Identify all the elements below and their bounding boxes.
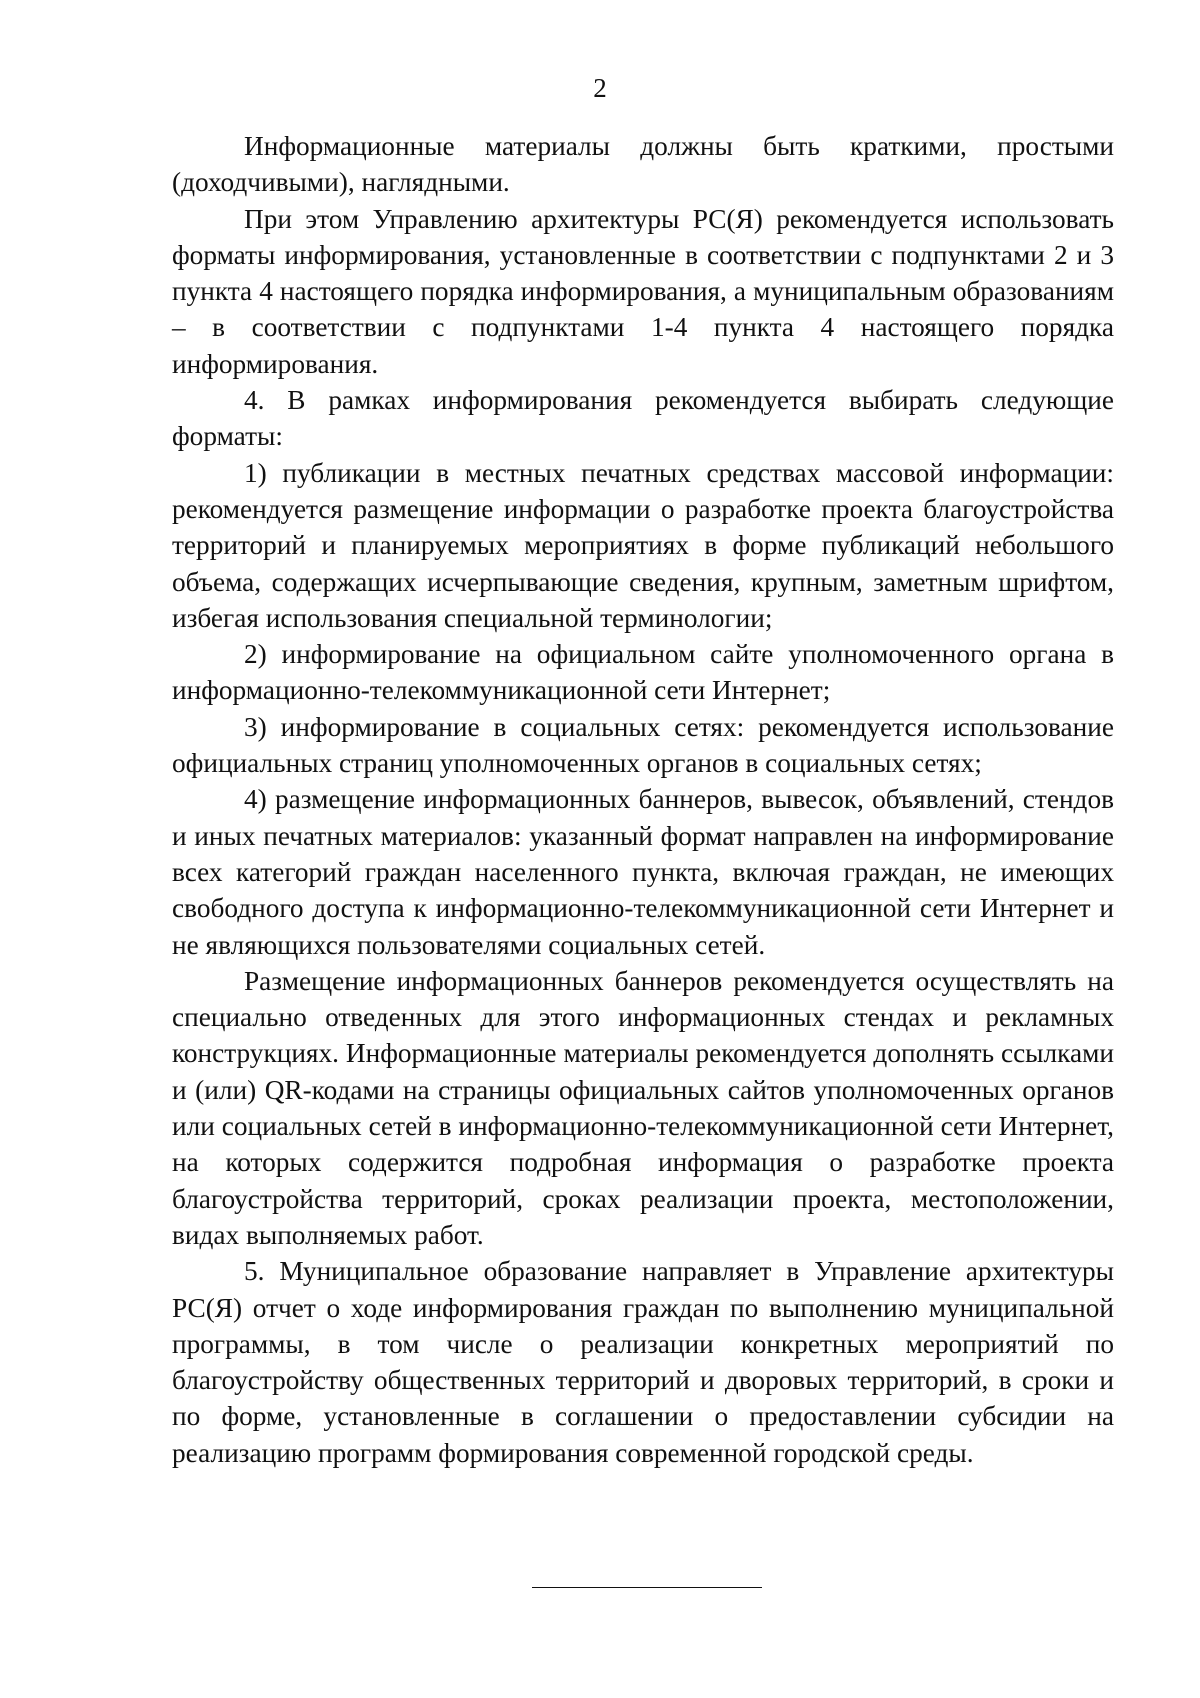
- list-item-2-official-site: 2) информирование на официальном сайте уполномоченного органа в информационно-телекоммуникационной сети Интернет;: [172, 639, 1114, 706]
- paragraph-formats-recommendation: При этом Управлению архитектуры РС(Я) рекомендуется использовать форматы информирования, установленные в соответствии с подпунктами 2 и 3 пункта 4 настоящего порядка информирования, а муниципальным образованиям – в соответствии с подпунктами 1-4 пункта 4 настоящего порядка информирования.: [172, 203, 1114, 379]
- document-body: [172, 128, 1114, 1471]
- list-item-3-social-networks: 3) информирование в социальных сетях: рекомендуется использование официальных страниц уполномоченных органов в социальных сетях;: [172, 711, 1114, 779]
- paragraph-section-4-heading: 4. В рамках информирования рекомендуется выбирать следующие форматы:: [172, 385, 1114, 452]
- paragraph-banner-placement: Размещение информационных баннеров рекомендуется осуществлять на специально отведенных для этого информационных стендах и рекламных конструкциях. Информационные материалы рекомендуется дополнять ссылками и (или) QR-кодами на страницы официальных сайтов уполномоченных органов или социальных сетей в информационно-телекоммуникационной сети Интернет, на которых содержится подробная информация о разработке проекта благоустройства территорий, сроках реализации проекта, местоположении, видах выполняемых работ.: [172, 965, 1114, 1250]
- list-item-4-banners: 4) размещение информационных баннеров, вывесок, объявлений, стендов и иных печатных материалов: указанный формат направлен на информирование всех категорий граждан населенного пункта, включая граждан, не имеющих свободного доступа к информационно-телекоммуникационной сети Интернет и не являющихся пользователями социальных сетей.: [172, 784, 1114, 960]
- end-of-document-rule: [532, 1587, 762, 1588]
- list-item-1-print-media: 1) публикации в местных печатных средствах массовой информации: рекомендуется размещение информации о разработке проекта благоустройства территорий и планируемых мероприятиях в форме публикаций небольшого объема, содержащих исчерпывающие сведения, крупным, заметным шрифтом, избегая использования специальной терминологии;: [172, 457, 1114, 633]
- paragraph-section-5-report: 5. Муниципальное образование направляет в Управление архитектуры РС(Я) отчет о ходе информирования граждан по выполнению муниципальной программы, в том числе о реализации конкретных мероприятий по благоустройству общественных территорий и дворовых территорий, в сроки и по форме, установленные в соглашении о предоставлении субсидии на реализацию программ формирования современной городской среды.: [172, 1256, 1114, 1468]
- paragraph-info-materials: Информационные материалы должны быть краткими, простыми (доходчивыми), наглядными.: [172, 131, 1114, 198]
- page-number: 2: [593, 73, 607, 103]
